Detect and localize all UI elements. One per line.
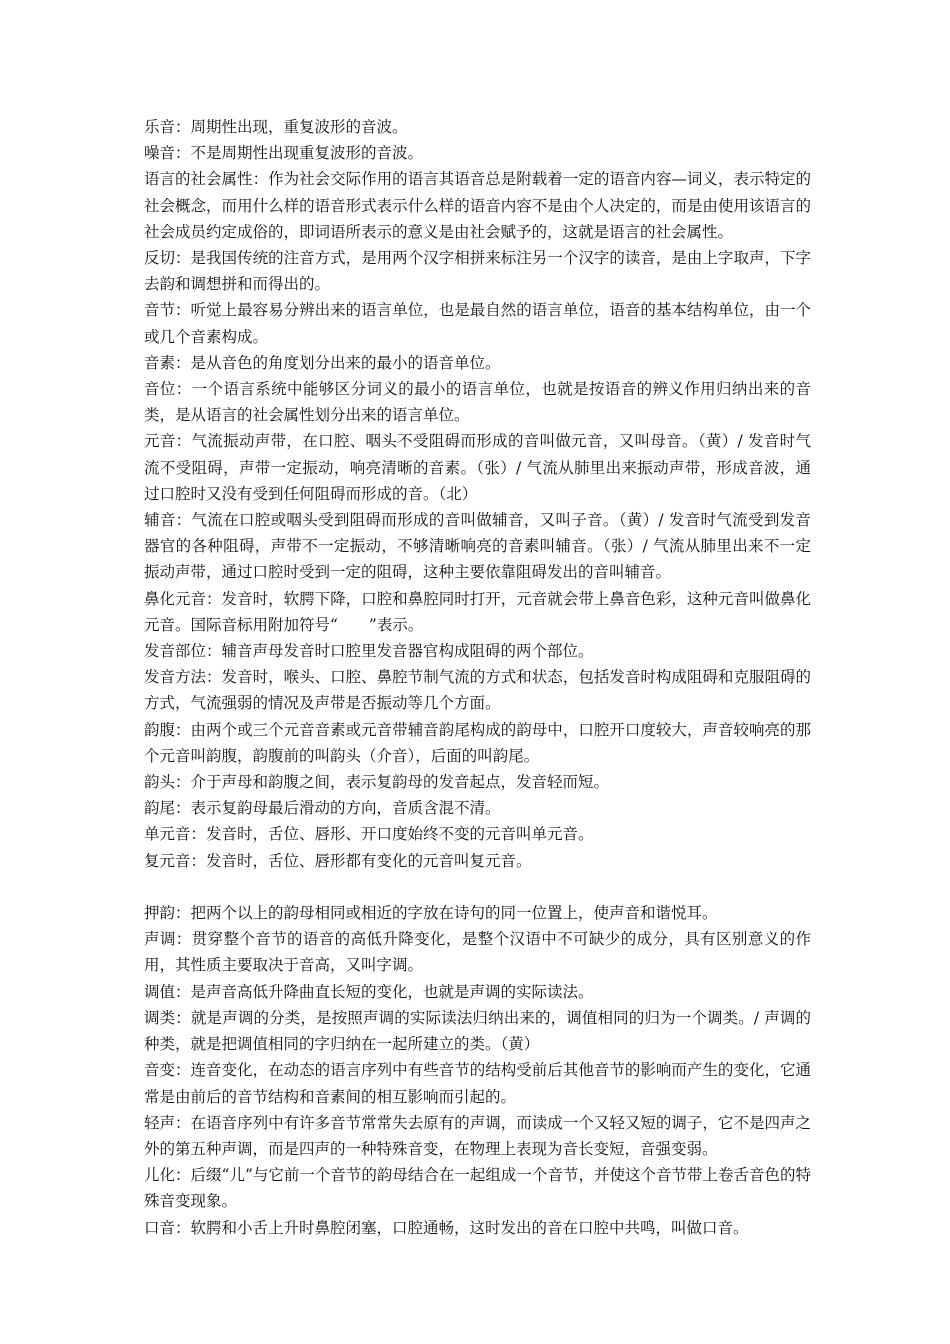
definition-monophthong: 单元音：发音时，舌位、唇形、开口度始终不变的元音叫单元音。: [144, 825, 594, 844]
definition-yunwei: 韵尾：表示复韵母最后滑动的方向，音质含混不清。: [144, 799, 501, 818]
definition-manner-of-articulation: 发音方法：发音时，喉头、口腔、鼻腔节制气流的方式和状态，包括发音时构成阻碍和克服阻碍的方式，气流强弱的情况及声带是否振动等几个方面。: [144, 668, 811, 713]
definition-oral-sound: 口音：软腭和小舌上升时鼻腔闭塞，口腔通畅，这时发出的音在口腔中共鸣，叫做口音。: [144, 1218, 749, 1237]
definition-tone-value: 调值：是声音高低升降曲直长短的变化，也就是声调的实际读法。: [144, 982, 594, 1001]
definition-nasal-vowel: 鼻化元音：发音时，软腭下降，口腔和鼻腔同时打开，元音就会带上鼻音色彩，这种元音叫做鼻化元音。国际音标用附加符号“ ”表示。: [144, 589, 811, 634]
definition-social-attribute: 语言的社会属性：作为社会交际作用的语言其语音总是附载着一定的语音内容—词义，表示特定的社会概念，而用什么样的语音形式表示什么样的语音内容不是由个人决定的，而是由使用该语言的社会成员约定成俗的，即词语所表示的意义是由社会赋予的，这就是语言的社会属性。: [144, 170, 811, 241]
definition-phoneme: 音位：一个语言系统中能够区分词义的最小的语言单位，也就是按语音的辨义作用归纳出来的音类，是从语言的社会属性划分出来的语言单位。: [144, 380, 811, 425]
definition-tone-category: 调类：就是声调的分类，是按照声调的实际读法归纳出来的，调值相同的归为一个调类。/ 声调的种类，就是把调值相同的字归纳在一起所建立的类。（黄）: [144, 1008, 811, 1054]
definition-neutral-tone: 轻声：在语音序列中有许多音节常常失去原有的声调，而读成一个又轻又短的调子，它不是四声之外的第五种声调，而是四声的一种特殊音变，在物理上表现为音长变短，音强变弱。: [144, 1113, 811, 1158]
definition-syllable: 音节：听觉上最容易分辨出来的语言单位，也是最自然的语言单位，语音的基本结构单位，由一个或几个音素构成。: [144, 301, 811, 346]
definition-yuntou: 韵头：介于声母和韵腹之间，表示复韵母的发音起点，发音轻而短。: [144, 773, 610, 792]
definition-consonant: 辅音：气流在口腔或咽头受到阻碍而形成的音叫做辅音，又叫子音。（黄）/ 发音时气流受到发音器官的各种阻碍，声带不一定振动，不够清晰响亮的音素叫辅音。（张）/ 气流从肺里出来不一定振动声带，通过口腔时受到一定的阻碍，这种主要依靠阻碍发出的音叫辅音。: [144, 511, 811, 582]
definition-vowel: 元音：气流振动声带，在口腔、咽头不受阻碍而形成的音叫做元音，又叫母音。（黄）/ 发音时气流不受阻碍，声带一定振动，响亮清晰的音素。（张）/ 气流从肺里出来振动声带，形成音波，通过口腔时又没有受到任何阻碍而形成的音。（北）: [144, 432, 811, 503]
definition-yunfu: 韵腹：由两个或三个元音音素或元音带辅音韵尾构成的韵母中，口腔开口度较大，声音较响亮的那个元音叫韵腹，韵腹前的叫韵头（介音），后面的叫韵尾。: [144, 720, 811, 765]
definition-zaoyin: 噪音：不是周期性出现重复波形的音波。: [144, 144, 424, 163]
section-spacer: [144, 874, 811, 900]
definition-rhyme: 押韵：把两个以上的韵母相同或相近的字放在诗句的同一位置上，使声音和谐悦耳。: [144, 904, 718, 923]
definition-place-of-articulation: 发音部位：辅音声母发音时口腔里发音器官构成阻碍的两个部位。: [144, 642, 594, 661]
definition-phoneme-segment: 音素：是从音色的角度划分出来的最小的语音单位。: [144, 353, 501, 372]
definition-yueyin: 乐音：周期性出现，重复波形的音波。: [144, 118, 408, 136]
definition-erhua: 儿化：后缀“儿”与它前一个音节的韵母结合在一起组成一个音节，并使这个音节带上卷舌音色的特殊音变现象。: [144, 1166, 811, 1211]
document-body: [144, 114, 811, 1241]
definition-diphthong: 复元音：发音时，舌位、唇形都有变化的元音叫复元音。: [144, 851, 532, 870]
definition-tone: 声调：贯穿整个音节的语音的高低升降变化，是整个汉语中不可缺少的成分，具有区别意义的作用，其性质主要取决于音高，又叫字调。: [144, 930, 811, 975]
definition-fanqie: 反切：是我国传统的注音方式，是用两个汉字相拼来标注另一个汉字的读音，是由上字取声，下字去韵和调想拼和而得出的。: [144, 249, 811, 294]
definition-sound-change: 音变：连音变化，在动态的语言序列中有些音节的结构受前后其他音节的影响而产生的变化，它通常是由前后的音节结构和音素间的相互影响而引起的。: [144, 1061, 811, 1106]
